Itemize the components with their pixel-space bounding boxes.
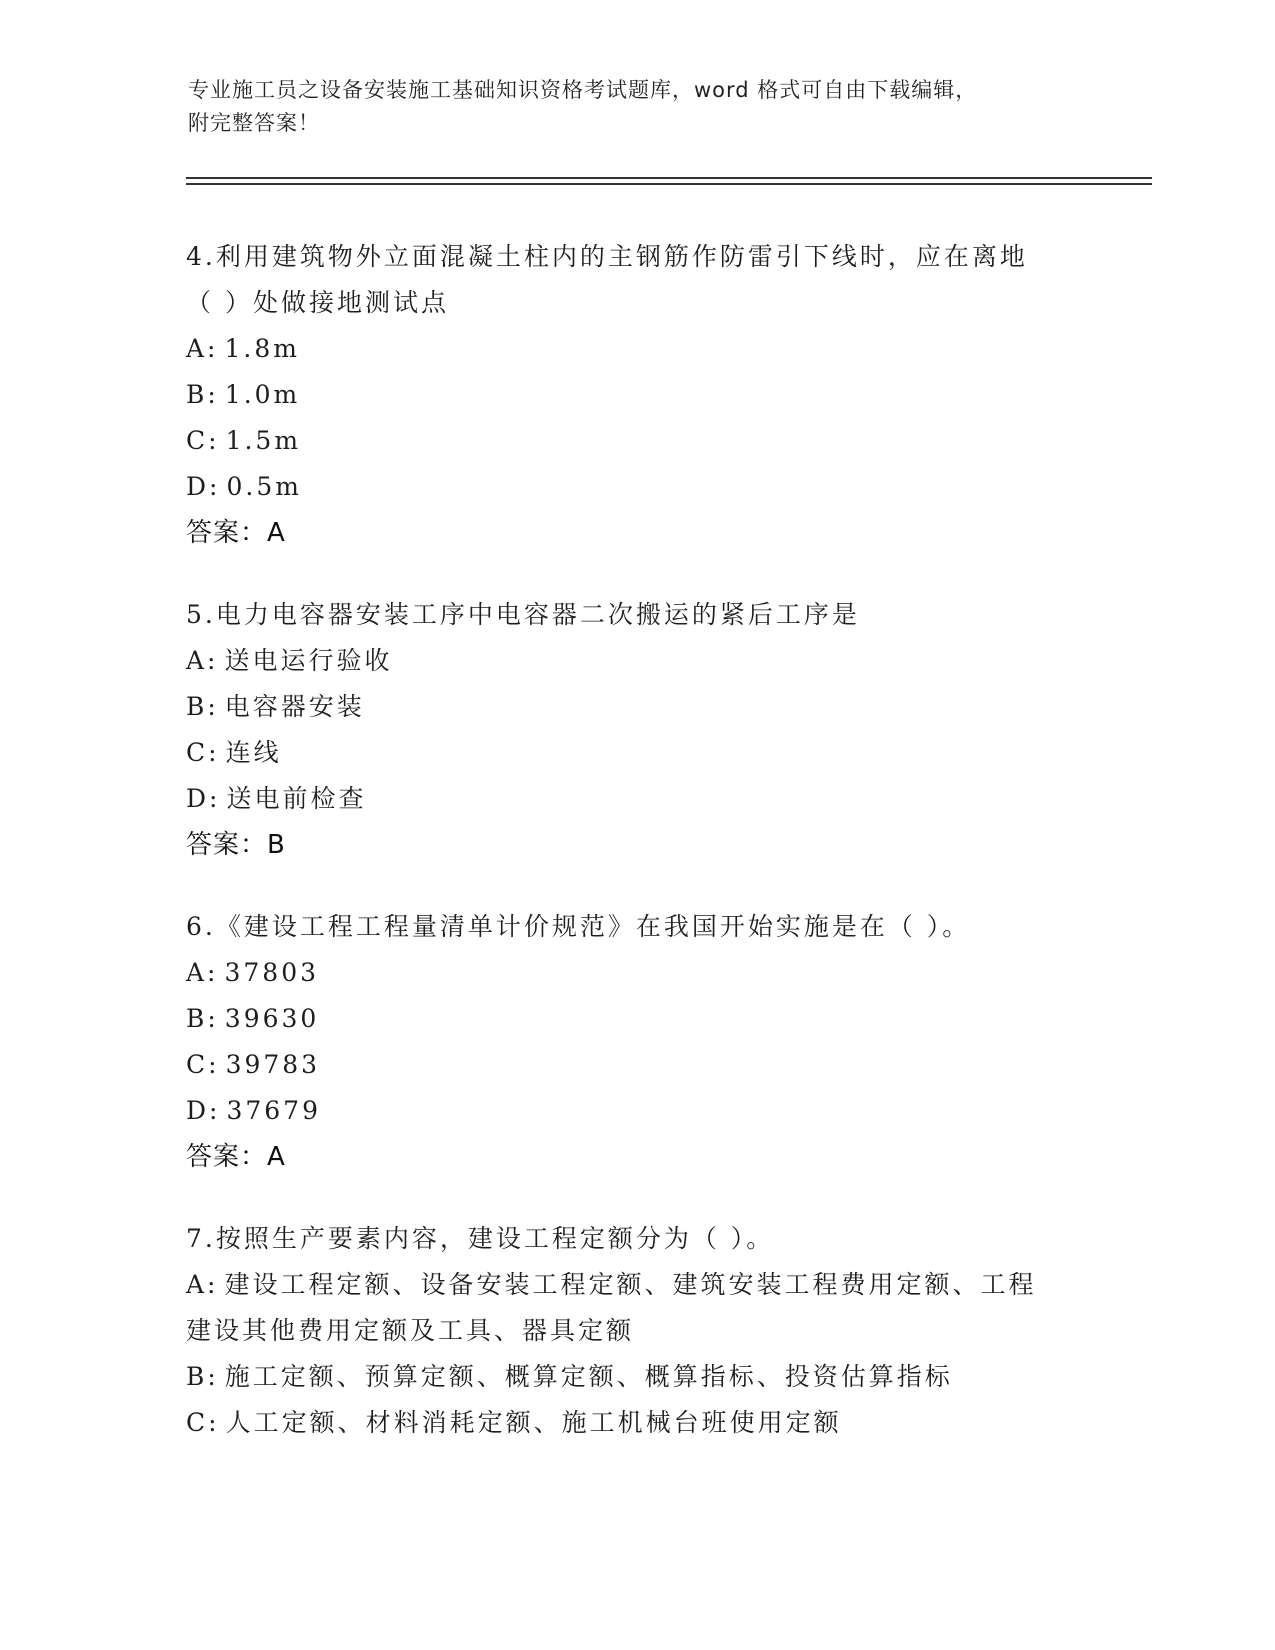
option-text: 1.0m — [224, 380, 301, 409]
option-key: D: — [186, 472, 221, 501]
option-key: A: — [186, 646, 219, 675]
option-b — [186, 372, 1086, 418]
question-list — [186, 234, 1086, 1482]
option-text: 1.8m — [224, 334, 300, 363]
question-stem — [186, 904, 1086, 950]
question-7 — [186, 1216, 1086, 1446]
question-stem-line-2: （ ）处做接地测试点 — [186, 288, 449, 317]
option-a — [186, 950, 1086, 996]
option-key: D: — [186, 784, 221, 813]
option-d — [186, 1088, 1086, 1134]
option-text-continued: 建设其他费用定额及工具、器具定额 — [186, 1316, 635, 1345]
question-stem-line-1: 6.《建设工程工程量清单计价规范》在我国开始实施是在（ ）。 — [186, 912, 971, 941]
question-4 — [186, 234, 1086, 556]
option-text: 送电运行验收 — [224, 646, 393, 675]
option-key: A: — [186, 334, 219, 363]
question-stem-line-1: 4.利用建筑物外立面混凝土柱内的主钢筋作防雷引下线时，应在离地 — [186, 242, 1028, 271]
option-key: A: — [186, 1270, 219, 1299]
option-c — [186, 730, 1086, 776]
document-header — [188, 74, 1088, 140]
option-b — [186, 684, 1086, 730]
option-d — [186, 464, 1086, 510]
option-a — [186, 326, 1086, 372]
option-text: 人工定额、材料消耗定额、施工机械台班使用定额 — [225, 1408, 842, 1437]
header-divider-top — [186, 177, 1152, 179]
question-stem — [186, 592, 1086, 638]
answer-label: 答案：A — [186, 518, 286, 548]
option-a — [186, 638, 1086, 684]
option-b — [186, 996, 1086, 1042]
header-divider-bottom — [186, 183, 1152, 185]
option-text: 37803 — [224, 958, 320, 987]
question-5 — [186, 592, 1086, 868]
question-stem-line-1: 5.电力电容器安装工序中电容器二次搬运的紧后工序是 — [186, 600, 860, 629]
option-key: B: — [186, 692, 219, 721]
option-d — [186, 776, 1086, 822]
question-6 — [186, 904, 1086, 1180]
option-b — [186, 1354, 1086, 1400]
header-line-1: 专业施工员之设备安装施工基础知识资格考试题库，word 格式可自由下载编辑， — [188, 78, 978, 102]
option-key: C: — [186, 1408, 220, 1437]
header-line-2: 附完整答案！ — [188, 111, 320, 135]
option-text: 建设工程定额、设备安装工程定额、建筑安装工程费用定额、工程 — [224, 1270, 1037, 1299]
option-key: C: — [186, 738, 220, 767]
option-key: B: — [186, 1004, 219, 1033]
option-key: C: — [186, 1050, 220, 1079]
option-text: 施工定额、预算定额、概算定额、概算指标、投资估算指标 — [224, 1362, 953, 1391]
option-a — [186, 1262, 1086, 1354]
option-key: A: — [186, 958, 219, 987]
option-c — [186, 1400, 1086, 1446]
option-key: C: — [186, 426, 220, 455]
option-c — [186, 1042, 1086, 1088]
option-text: 送电前检查 — [226, 784, 367, 813]
option-key: B: — [186, 1362, 219, 1391]
option-text: 1.5m — [225, 426, 302, 455]
option-text: 39630 — [224, 1004, 320, 1033]
option-text: 39783 — [225, 1050, 321, 1079]
question-stem — [186, 1216, 1086, 1262]
question-stem-line-1: 7.按照生产要素内容，建设工程定额分为（ ）。 — [186, 1224, 775, 1253]
option-text: 0.5m — [226, 472, 302, 501]
option-key: B: — [186, 380, 219, 409]
option-key: D: — [186, 1096, 221, 1125]
option-text: 37679 — [226, 1096, 321, 1125]
answer-label: 答案：A — [186, 1142, 286, 1172]
answer-label: 答案：B — [186, 830, 286, 860]
question-stem — [186, 234, 1086, 326]
option-text: 连线 — [225, 738, 282, 767]
option-c — [186, 418, 1086, 464]
option-text: 电容器安装 — [224, 692, 365, 721]
